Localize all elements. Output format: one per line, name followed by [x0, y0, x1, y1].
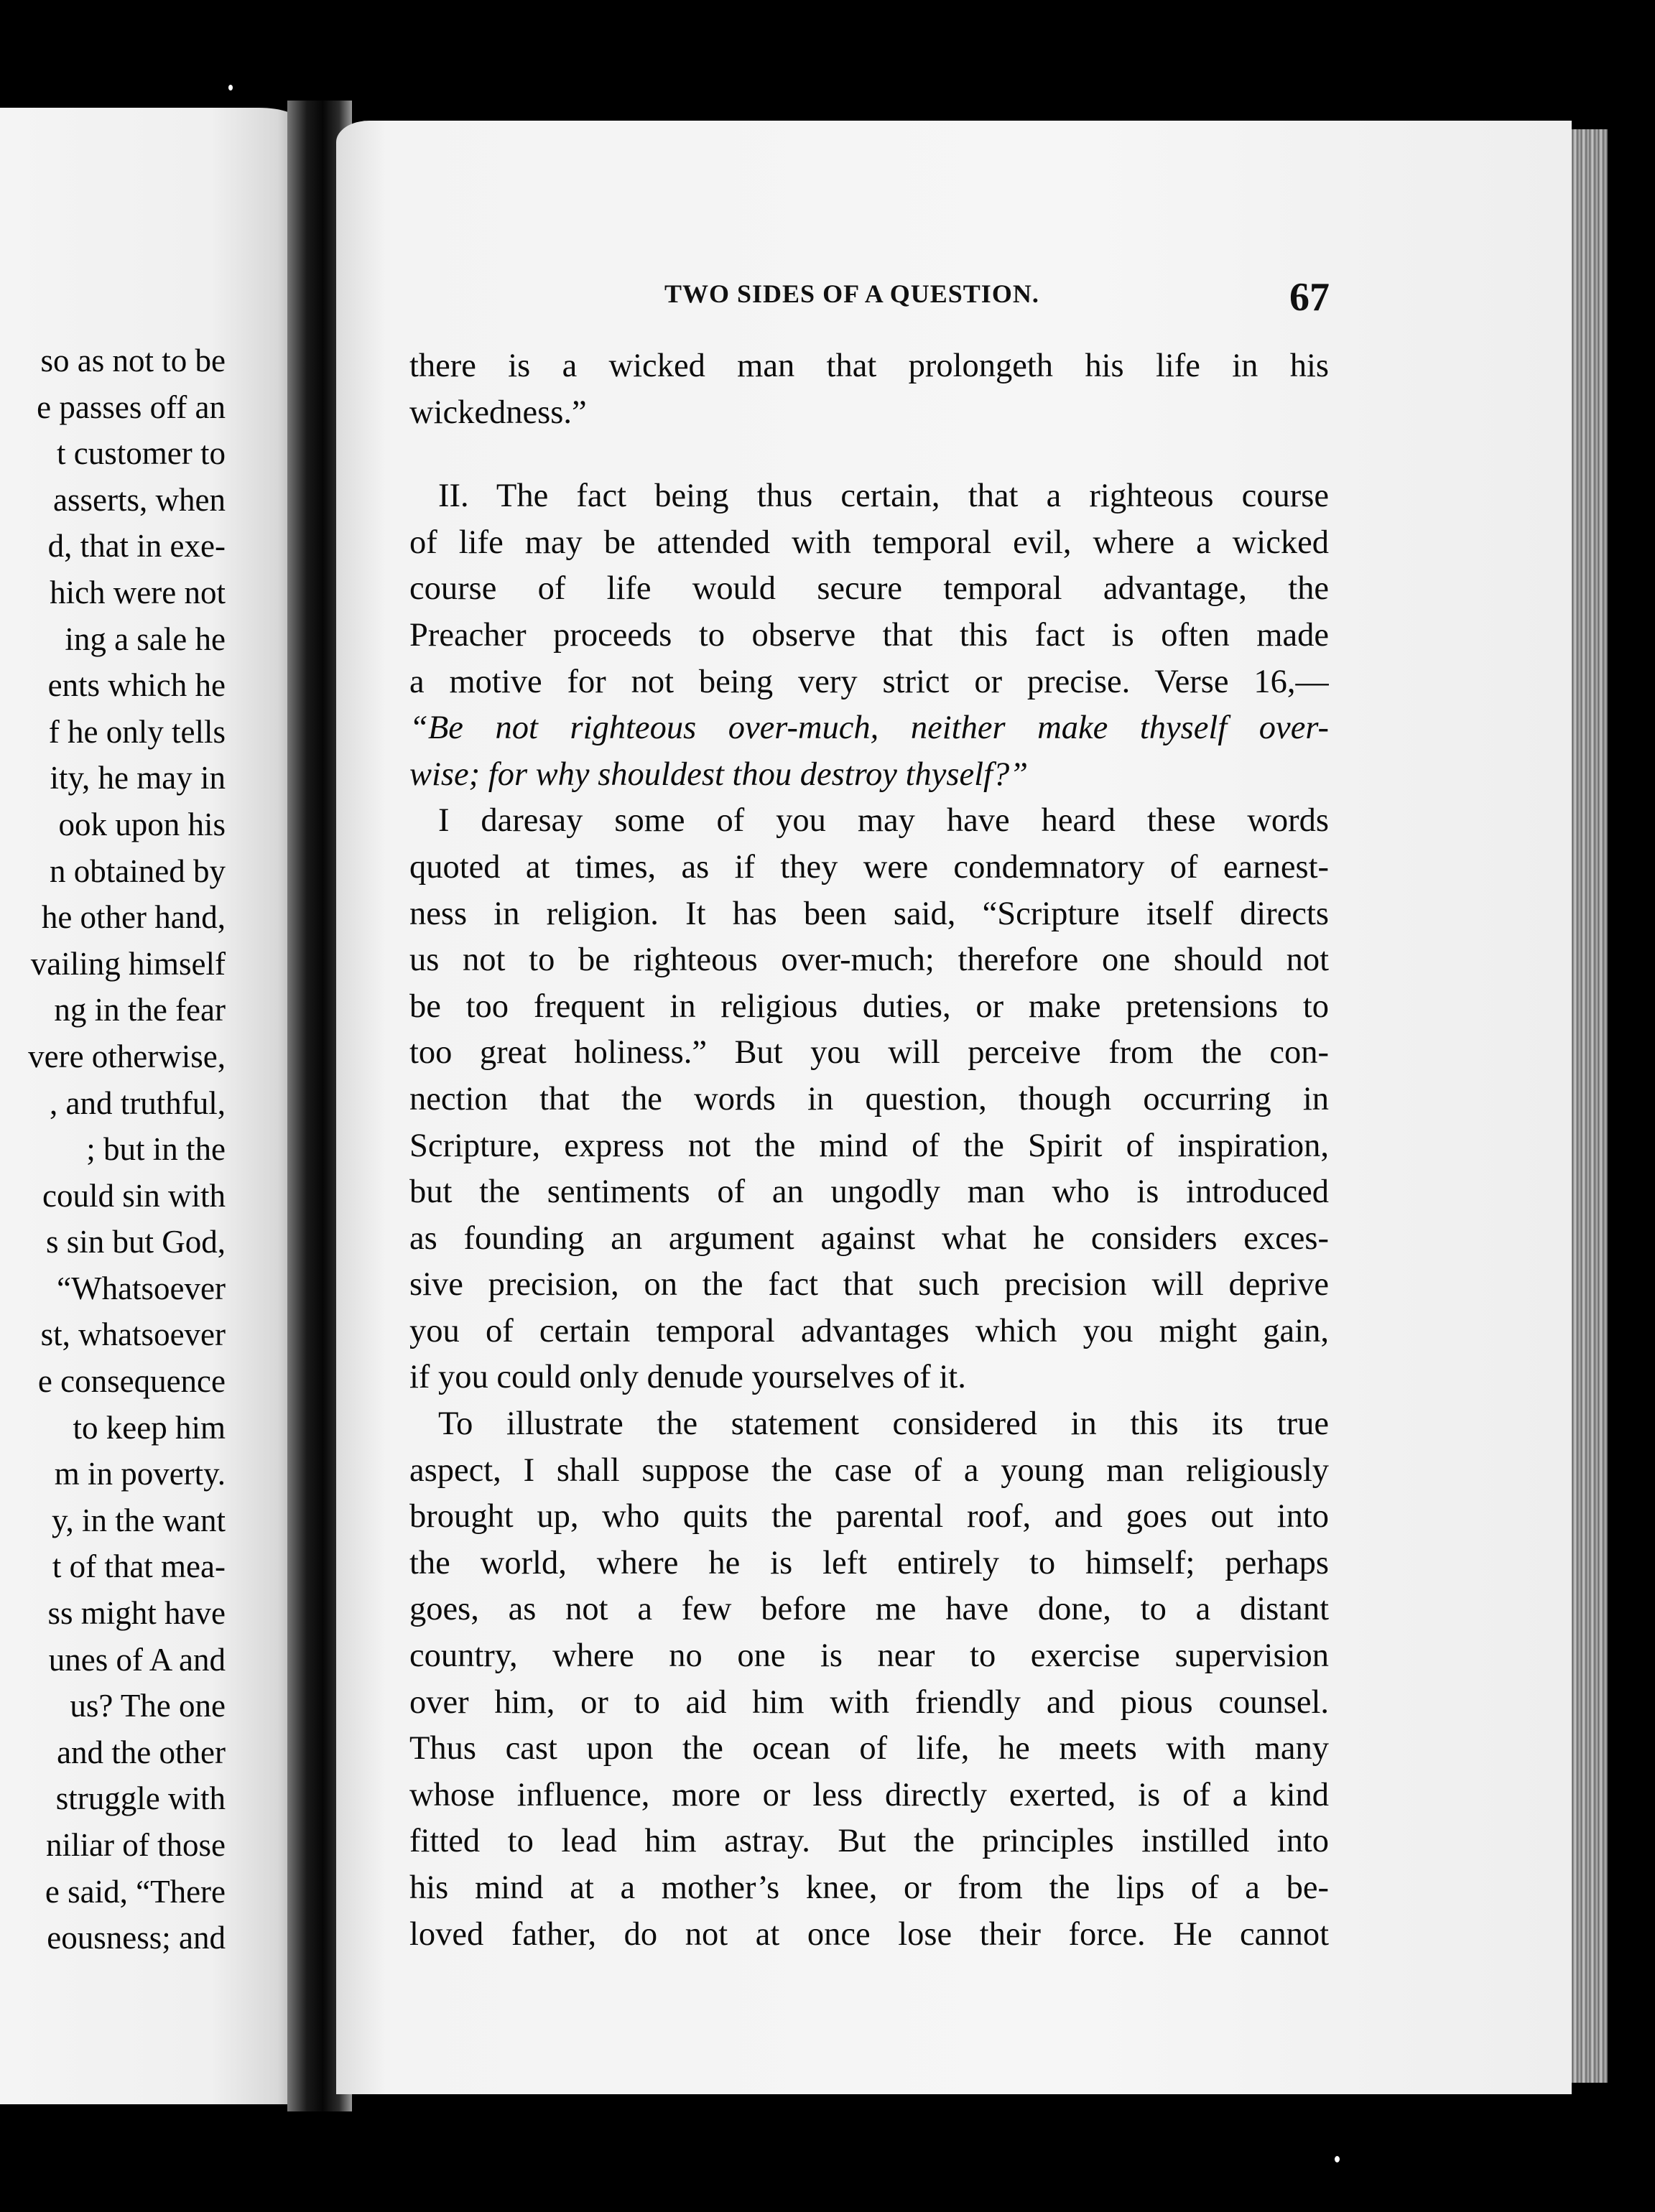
body-line: II. The fact being thus certain, that a righteous course — [438, 478, 1329, 515]
body-line: over him, or to aid him with friendly and pious counsel. — [409, 1683, 1329, 1721]
left-page-line: hich were not — [50, 574, 226, 610]
left-page-line: vailing himself — [30, 945, 226, 982]
left-page-text — [0, 338, 287, 1961]
left-page-line: us? The one — [70, 1688, 226, 1724]
left-page-line: to keep him — [73, 1409, 226, 1446]
body-line: ness in religion. It has been said, “Scripture itself directs — [409, 895, 1329, 932]
left-page-line: could sin with — [42, 1177, 226, 1214]
left-page-line: ook upon his — [58, 806, 226, 842]
body-line: whose influence, more or less directly exerted, is of a kind — [409, 1776, 1329, 1813]
scan-speck — [228, 85, 233, 90]
body-text — [409, 343, 1329, 1958]
body-line: To illustrate the statement considered in this its true — [438, 1405, 1329, 1443]
left-page-line: and the other — [57, 1734, 226, 1770]
body-line: wickedness.” — [409, 394, 587, 431]
left-page-line: “Whatsoever — [57, 1270, 226, 1306]
body-line: be too frequent in religious duties, or make pretensions to — [409, 988, 1329, 1025]
left-page-line: vere otherwise, — [28, 1038, 226, 1074]
body-line: you of certain temporal advantages which you might gain, — [409, 1312, 1329, 1349]
left-page-line: ; but in the — [86, 1131, 226, 1168]
body-line: but the sentiments of an ungodly man who is introduced — [409, 1174, 1329, 1211]
left-page-line: struggle with — [55, 1780, 226, 1817]
left-page-line: niliar of those — [46, 1827, 226, 1863]
left-page-line: unes of A and — [48, 1641, 226, 1678]
left-page-line: ng in the fear — [54, 992, 226, 1028]
left-page-line: asserts, when — [53, 481, 226, 518]
left-page-line: t customer to — [57, 435, 226, 472]
body-line: Scripture, express not the mind of the Spirit of inspiration, — [409, 1127, 1329, 1164]
body-line: course of life would secure temporal advantage, the — [409, 570, 1329, 608]
body-line: too great holiness.” But you will perceive from the con- — [409, 1034, 1329, 1072]
body-line: Thus cast upon the ocean of life, he meets with many — [409, 1730, 1329, 1767]
body-line: “Be not righteous over-much, neither make thyself over- — [409, 710, 1329, 747]
body-line: loved father, do not at once lose their force. He cannot — [409, 1915, 1329, 1953]
body-line: of life may be attended with temporal evil, where a wicked — [409, 524, 1329, 561]
body-line: aspect, I shall suppose the case of a young man religiously — [409, 1451, 1329, 1489]
body-line: fitted to lead him astray. But the principles instilled into — [409, 1823, 1329, 1860]
left-page-line: e consequence — [37, 1363, 226, 1400]
left-page-line: m in poverty. — [54, 1456, 226, 1492]
left-page-line: eousness; and — [47, 1920, 226, 1956]
body-line: sive precision, on the fact that such precision will deprive — [409, 1266, 1329, 1304]
left-page-line: st, whatsoever — [40, 1316, 226, 1353]
body-line: quoted at times, as if they were condemnatory of earnest- — [409, 848, 1329, 886]
body-line: his mind at a mother’s knee, or from the lips of a be- — [409, 1869, 1329, 1906]
body-line: a motive for not being very strict or precise. Verse 16,— — [409, 663, 1329, 700]
body-line: us not to be righteous over-much; therefore one should not — [409, 942, 1329, 979]
left-page-line: n obtained by — [50, 852, 226, 889]
left-page-line: , and truthful, — [50, 1084, 226, 1121]
left-page-line: ity, he may in — [50, 760, 226, 796]
left-page-line: ents which he — [47, 667, 226, 704]
page-number: 67 — [1289, 275, 1330, 320]
body-line: if you could only denude yourselves of it. — [409, 1359, 966, 1396]
left-page-line: so as not to be — [40, 343, 226, 378]
left-page-line: e said, “There — [45, 1873, 226, 1910]
left-page-line: y, in the want — [51, 1502, 226, 1538]
left-page-line: f he only tells — [48, 713, 226, 750]
left-page-line: t of that mea- — [52, 1548, 226, 1585]
body-line: I daresay some of you may have heard these words — [438, 802, 1329, 840]
left-page-line: ing a sale he — [65, 621, 226, 657]
body-line: country, where no one is near to exercise supervision — [409, 1637, 1329, 1675]
left-page-line: e passes off an — [37, 389, 226, 425]
left-page-line: s sin but God, — [45, 1224, 226, 1260]
body-line: wise; for why shouldest thou destroy thyself?” — [409, 756, 1029, 793]
left-page-line: d, that in exe- — [47, 528, 226, 564]
body-line: brought up, who quits the parental roof, and goes out into — [409, 1498, 1329, 1535]
body-line: goes, as not a few before me have done, to a distant — [409, 1591, 1329, 1628]
left-page-line: he other hand, — [41, 899, 226, 936]
running-head: TWO SIDES OF A QUESTION. — [664, 279, 1039, 308]
scan-speck — [1335, 2156, 1340, 2162]
body-line: nection that the words in question, though occurring in — [409, 1080, 1329, 1117]
body-line: there is a wicked man that prolongeth his life in his — [409, 348, 1329, 384]
body-line: as founding an argument against what he considers exces- — [409, 1219, 1329, 1257]
left-page — [0, 108, 302, 2104]
body-line: the world, where he is left entirely to himself; perhaps — [409, 1544, 1329, 1581]
left-page-line: ss might have — [47, 1595, 226, 1632]
body-line: Preacher proceeds to observe that this fact is often made — [409, 616, 1329, 654]
